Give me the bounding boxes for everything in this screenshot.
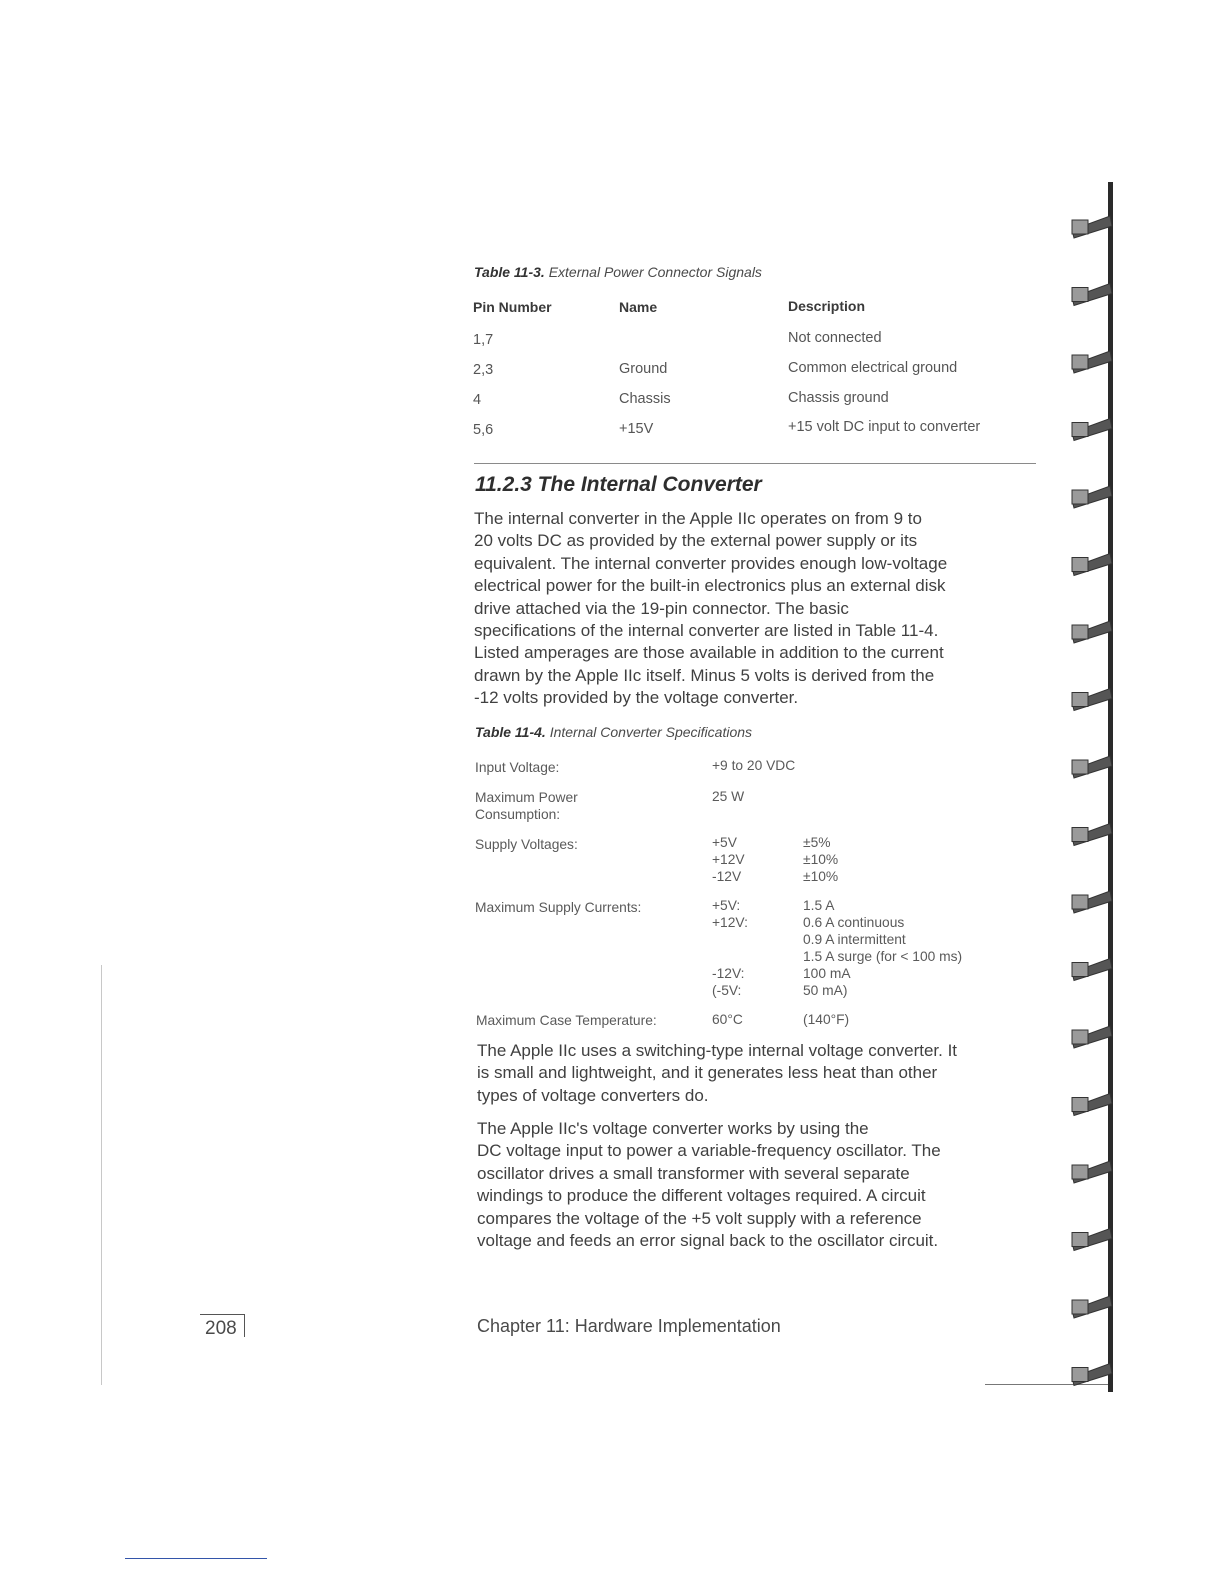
binding-hole bbox=[1072, 1300, 1088, 1314]
page-number-rule-side bbox=[244, 1314, 245, 1337]
rail-spacer bbox=[712, 931, 748, 948]
voltage: +5V bbox=[712, 835, 737, 850]
supply-tolerance-list bbox=[803, 834, 838, 885]
binding-hole bbox=[1072, 760, 1088, 774]
page-number-rule-top bbox=[200, 1314, 245, 1315]
binding-hole bbox=[1072, 828, 1088, 842]
paragraph-line: equivalent. The internal converter provides enough low-voltage bbox=[474, 553, 948, 573]
binding-hole bbox=[1072, 423, 1088, 437]
cell-description: +15 volt DC input to converter bbox=[788, 419, 981, 435]
cell-pin: 5,6 bbox=[473, 422, 494, 438]
paragraph-line: is small and lightweight, and it generates less heat than other bbox=[477, 1063, 938, 1083]
spec-label-max-power bbox=[475, 789, 578, 823]
binding-hole bbox=[1072, 355, 1088, 369]
binding-hole bbox=[1072, 1030, 1088, 1044]
rail: (-5V: bbox=[712, 983, 742, 998]
paragraph-line: electrical power for the built-in electronics plus an external disk bbox=[474, 576, 946, 596]
cell-name: +15V bbox=[619, 421, 654, 437]
paragraph-line: voltage and feeds an error signal back to the oscillator circuit. bbox=[477, 1231, 939, 1251]
paragraph-line: -12 volts provided by the voltage converter. bbox=[474, 688, 799, 708]
spec-label-input-voltage: Input Voltage: bbox=[475, 760, 560, 775]
paragraph-3 bbox=[477, 1118, 941, 1252]
paragraph-line: The Apple IIc uses a switching-type internal voltage converter. It bbox=[477, 1041, 958, 1060]
tolerance: ±5% bbox=[803, 835, 831, 850]
cell-description: Chassis ground bbox=[788, 390, 889, 406]
voltage: +12V bbox=[712, 852, 745, 867]
paragraph-line: oscillator drives a small transformer with several separate bbox=[477, 1163, 910, 1183]
cell-name: Ground bbox=[619, 361, 668, 377]
supply-voltage-list bbox=[712, 834, 745, 885]
caption-label: Table 11-3. bbox=[474, 264, 545, 280]
spec-value-input-voltage: +9 to 20 VDC bbox=[712, 758, 796, 773]
binding-hole bbox=[1072, 558, 1088, 572]
current-value: 1.5 A bbox=[803, 898, 835, 913]
spec-label-supply-voltages: Supply Voltages: bbox=[475, 837, 578, 852]
current-value: 50 mA) bbox=[803, 983, 848, 998]
binding-hole bbox=[1072, 490, 1088, 504]
supply-current-rails bbox=[712, 897, 748, 999]
scan-edge-mark bbox=[125, 1558, 267, 1559]
binding-hole bbox=[1072, 1165, 1088, 1179]
rail: -12V: bbox=[712, 966, 745, 981]
binding-hole bbox=[1072, 895, 1088, 909]
spec-label-max-supply-currents: Maximum Supply Currents: bbox=[475, 900, 642, 915]
header-name: Name bbox=[619, 299, 658, 315]
header-description: Description bbox=[788, 298, 866, 314]
paragraph-line: The internal converter in the Apple IIc operates on from 9 to bbox=[474, 509, 922, 528]
voltage: -12V bbox=[712, 869, 742, 884]
rail: +5V: bbox=[712, 898, 741, 913]
binding-hole bbox=[1072, 1098, 1088, 1112]
paragraph-line: Listed amperages are those available in addition to the current bbox=[474, 643, 944, 663]
spec-value-fahrenheit: (140°F) bbox=[803, 1012, 850, 1027]
binding-hole bbox=[1072, 963, 1088, 977]
paragraph-1 bbox=[474, 508, 947, 710]
page-number: 208 bbox=[205, 1318, 237, 1339]
paragraph-line: types of voltage converters do. bbox=[477, 1085, 709, 1105]
paragraph-line: DC voltage input to power a variable-frequency oscillator. The bbox=[477, 1141, 941, 1161]
current-value: 100 mA bbox=[803, 966, 851, 981]
binding-hole bbox=[1072, 1368, 1088, 1382]
rail: +12V: bbox=[712, 915, 748, 930]
binding-hole bbox=[1072, 220, 1088, 234]
supply-current-values bbox=[803, 897, 962, 999]
rail-spacer bbox=[712, 948, 748, 965]
paragraph-line: drawn by the Apple IIc itself. Minus 5 volts is derived from the bbox=[474, 665, 935, 685]
chapter-footer: Chapter 11: Hardware Implementation bbox=[477, 1316, 781, 1336]
binding-hole bbox=[1072, 693, 1088, 707]
current-value: 0.6 A continuous bbox=[803, 915, 905, 930]
label-line: Consumption: bbox=[475, 807, 561, 822]
paragraph-line: specifications of the internal converter are listed in Table 11-4. bbox=[474, 621, 939, 641]
caption-title: Internal Converter Specifications bbox=[549, 724, 753, 740]
binding-hole bbox=[1072, 1233, 1088, 1247]
caption-label: Table 11-4. bbox=[475, 724, 546, 740]
binding-hole bbox=[1072, 625, 1088, 639]
binding-hole bbox=[1072, 288, 1088, 302]
cell-description: Not connected bbox=[788, 330, 882, 346]
spiral-binding-icon bbox=[1062, 182, 1122, 1392]
paragraph-2 bbox=[477, 1040, 957, 1107]
header-pin-number: Pin Number bbox=[473, 299, 552, 315]
tolerance: ±10% bbox=[803, 852, 839, 867]
cell-pin: 4 bbox=[473, 392, 482, 408]
page-edge-shadow bbox=[101, 965, 102, 1385]
spec-label-max-case-temp: Maximum Case Temperature: bbox=[476, 1013, 657, 1028]
cell-pin: 2,3 bbox=[473, 362, 494, 378]
spec-value-max-power: 25 W bbox=[712, 789, 745, 804]
label-line: Maximum Power bbox=[475, 790, 578, 805]
cell-pin: 1,7 bbox=[473, 332, 494, 348]
table-11-3-caption bbox=[474, 264, 762, 280]
spec-value-celsius: 60°C bbox=[712, 1012, 743, 1027]
caption-title: External Power Connector Signals bbox=[548, 264, 762, 280]
paragraph-line: The Apple IIc's voltage converter works by using the bbox=[477, 1119, 869, 1138]
paragraph-line: 20 volts DC as provided by the external power supply or its bbox=[474, 531, 918, 551]
cell-description: Common electrical ground bbox=[788, 360, 958, 376]
section-divider bbox=[474, 463, 1036, 464]
section-heading: 11.2.3 The Internal Converter bbox=[475, 473, 762, 496]
tolerance: ±10% bbox=[803, 869, 839, 884]
current-value: 1.5 A surge (for < 100 ms) bbox=[803, 949, 963, 964]
current-value: 0.9 A intermittent bbox=[803, 932, 906, 947]
paragraph-line: windings to produce the different voltages required. A circuit bbox=[477, 1186, 926, 1206]
table-11-4-caption bbox=[475, 724, 752, 740]
paragraph-line: compares the voltage of the +5 volt supply with a reference bbox=[477, 1208, 922, 1228]
cell-name: Chassis bbox=[619, 391, 671, 407]
paragraph-line: drive attached via the 19-pin connector. The basic bbox=[474, 598, 849, 618]
